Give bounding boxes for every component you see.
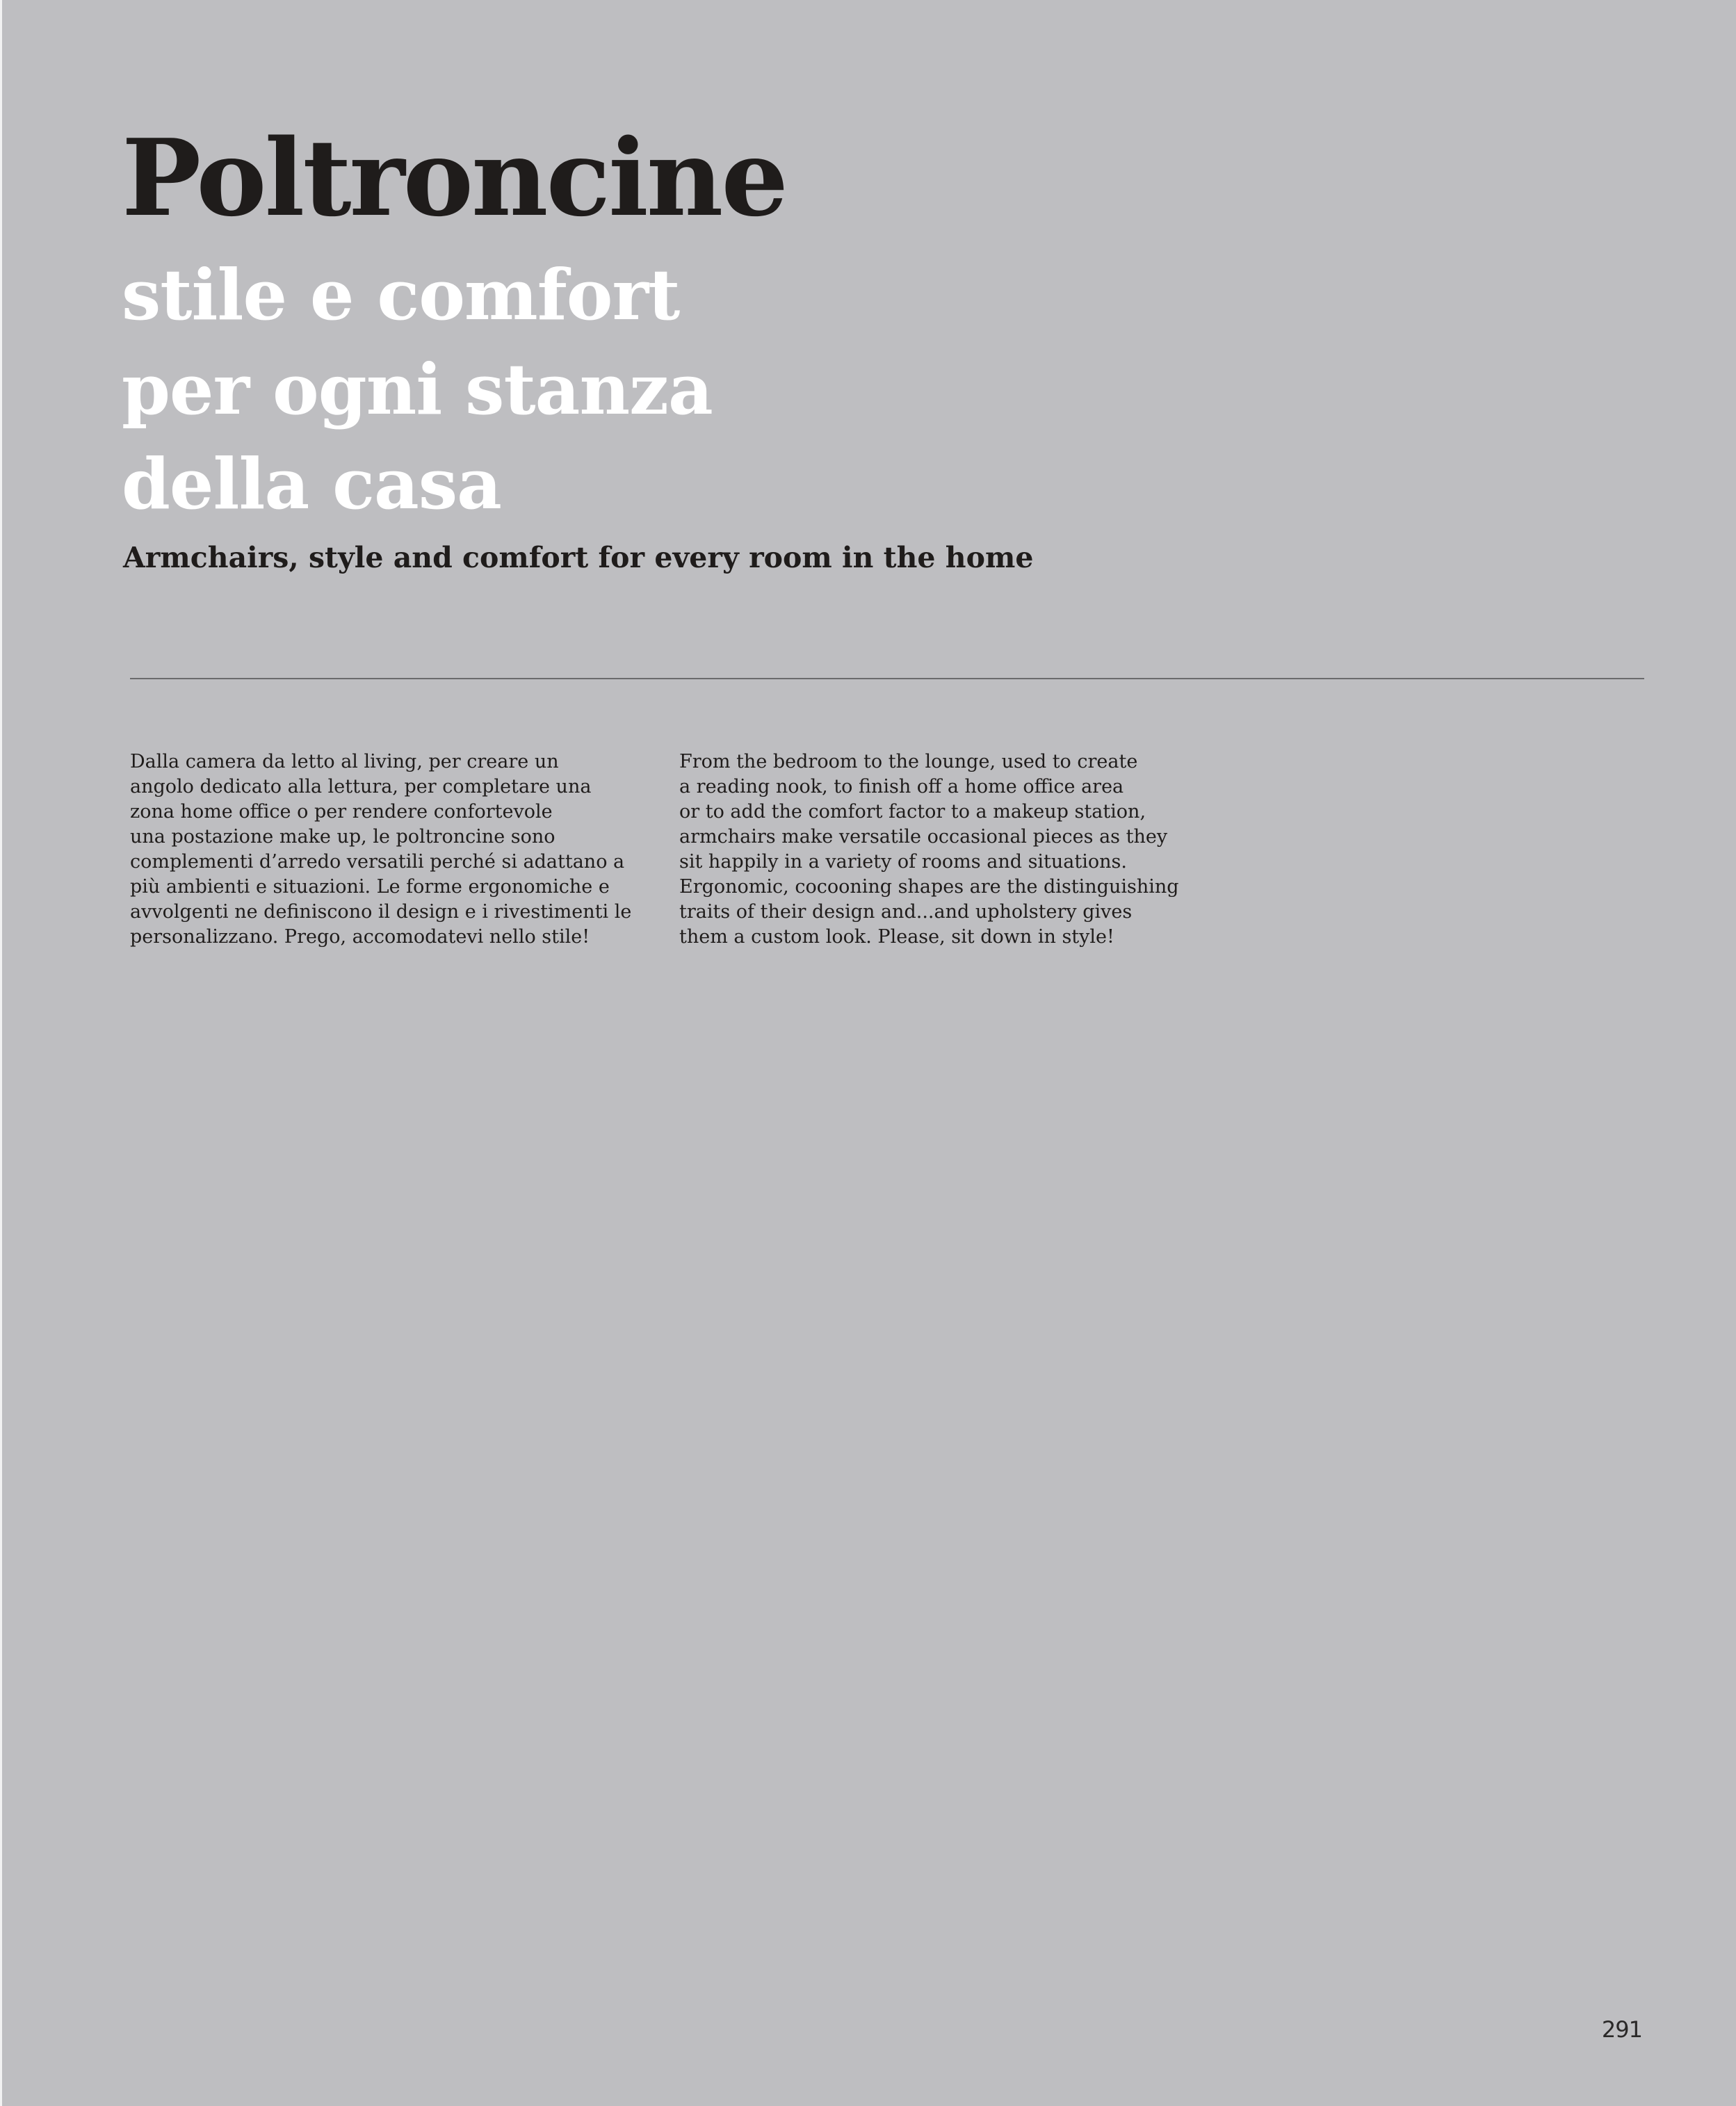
body-line: them a custom look. Please, sit down in style!	[679, 926, 1114, 948]
body-line: From the bedroom to the lounge, used to create	[679, 751, 1138, 772]
body-line: sit happily in a variety of rooms and situations.	[679, 851, 1127, 873]
body-line: Dalla camera da letto al living, per creare un	[130, 751, 559, 772]
body-line: a reading nook, to finish off a home office area	[679, 776, 1124, 797]
page-title: Poltroncine	[122, 115, 787, 240]
italian-subtitle	[122, 248, 713, 531]
english-subtitle: Armchairs, style and comfort for every room in the home	[123, 541, 1034, 574]
body-line: una postazione make up, le poltroncine sono	[130, 826, 555, 848]
subtitle-line: per ogni stanza	[122, 348, 713, 430]
body-line: Ergonomic, cocooning shapes are the distinguishing	[679, 876, 1179, 898]
body-line: personalizzano. Prego, accomodatevi nello stile!	[130, 926, 590, 948]
english-text-column	[679, 750, 1179, 950]
body-line: armchairs make versatile occasional pieces as they	[679, 826, 1168, 848]
page-number: 291	[1601, 2016, 1642, 2043]
body-line: angolo dedicato alla lettura, per completare una	[130, 776, 592, 797]
horizontal-divider	[130, 678, 1644, 679]
body-line: traits of their design and...and upholstery gives	[679, 901, 1133, 923]
body-line: più ambienti e situazioni. Le forme ergonomiche e	[130, 876, 610, 898]
italian-text-column	[130, 750, 631, 950]
body-line: avvolgenti ne definiscono il design e i rivestimenti le	[130, 901, 632, 923]
body-line: zona home office o per rendere confortevole	[130, 801, 553, 823]
subtitle-line: della casa	[122, 443, 501, 525]
body-line: complementi d’arredo versatili perché si adattano a	[130, 851, 625, 873]
subtitle-line: stile e comfort	[122, 254, 680, 336]
body-line: or to add the comfort factor to a makeup station,	[679, 801, 1146, 823]
